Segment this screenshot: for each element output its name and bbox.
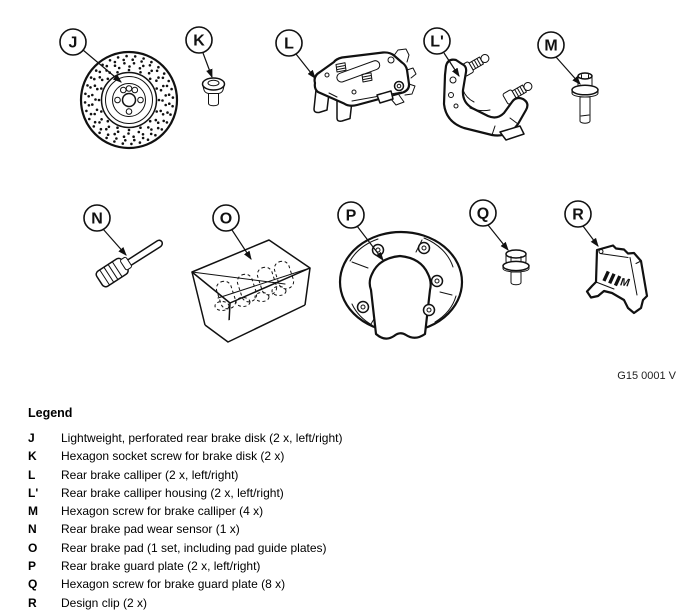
legend-label: Rear brake calliper housing (2 x, left/right) — [61, 485, 284, 500]
callout-letter-q: Q — [476, 205, 490, 223]
callout-l-prime — [424, 28, 459, 76]
wear-sensor-drawing — [95, 240, 163, 288]
callout-l — [276, 30, 315, 78]
legend — [0, 400, 700, 612]
guard-plate-drawing — [340, 232, 462, 339]
design-clip-drawing — [587, 246, 647, 314]
callout-m — [538, 32, 580, 84]
guard-plate-screw-drawing — [503, 250, 529, 285]
legend-label: Rear brake pad wear sensor (1 x) — [61, 522, 240, 537]
calliper-screw-drawing — [572, 73, 598, 123]
brake-pad-box-drawing — [192, 240, 310, 342]
legend-key: R — [28, 595, 37, 610]
legend-label: Hexagon socket screw for brake disk (2 x) — [61, 449, 285, 464]
legend-key: N — [28, 522, 37, 537]
legend-label: Rear brake pad (1 set, including pad guide plates) — [61, 540, 327, 555]
callout-k — [186, 27, 212, 77]
legend-key: K — [28, 449, 37, 464]
callout-r — [565, 201, 598, 246]
legend-row-o — [28, 539, 700, 557]
clip-logo-letter: M — [619, 276, 631, 290]
legend-key: L — [28, 467, 36, 482]
legend-row-m — [28, 502, 700, 520]
legend-key: Q — [28, 577, 38, 592]
leader-line-n — [103, 229, 126, 255]
legend-row-k — [28, 447, 700, 465]
callout-o — [213, 205, 251, 259]
legend-key: O — [28, 540, 38, 555]
callout-letter-o: O — [219, 210, 233, 228]
legend-row-r — [28, 594, 700, 612]
legend-key: J — [28, 431, 35, 445]
legend-label: Hexagon screw for brake guard plate (8 x) — [61, 577, 286, 592]
legend-label: Rear brake guard plate (2 x, left/right) — [61, 559, 261, 574]
calliper-housing-drawing — [444, 51, 534, 140]
leader-line-r — [583, 226, 598, 246]
legend-row-n — [28, 520, 700, 538]
legend-key: M — [28, 504, 38, 519]
leader-line-k — [203, 53, 212, 77]
callout-letter-r: R — [572, 206, 584, 224]
callout-n — [84, 205, 126, 255]
brake-disk-drawing — [81, 52, 177, 148]
callout-letter-l-prime: L' — [430, 33, 444, 51]
callout-letter-k: K — [193, 32, 205, 50]
leader-line-l — [296, 54, 315, 78]
legend-key: L' — [28, 485, 39, 500]
callout-letter-m: M — [544, 37, 558, 55]
legend-title: Legend — [28, 406, 73, 420]
legend-label: Rear brake calliper (2 x, left/right) — [61, 467, 239, 482]
legend-row-l — [28, 466, 700, 484]
socket-screw-drawing — [203, 78, 225, 106]
legend-label: Hexagon screw for brake calliper (4 x) — [61, 504, 264, 519]
leader-line-q — [488, 225, 508, 250]
callout-letter-n: N — [91, 210, 103, 228]
legend-row-j — [28, 429, 700, 447]
legend-key: P — [28, 559, 37, 574]
legend-row-q — [28, 575, 700, 593]
legend-label: Lightweight, perforated rear brake disk (2 x, left/right) — [61, 431, 343, 445]
figure-code: G15 0001 V — [617, 370, 676, 382]
callout-letter-l: L — [284, 35, 294, 53]
brake-calliper-drawing — [314, 49, 416, 121]
callout-letter-p: P — [345, 207, 357, 225]
leader-line-m — [556, 57, 580, 84]
callout-q — [470, 200, 508, 250]
legend-row-p — [28, 557, 700, 575]
callout-letter-j: J — [68, 34, 78, 52]
legend-row-l-prime — [28, 484, 700, 502]
legend-label: Design clip (2 x) — [61, 595, 148, 610]
